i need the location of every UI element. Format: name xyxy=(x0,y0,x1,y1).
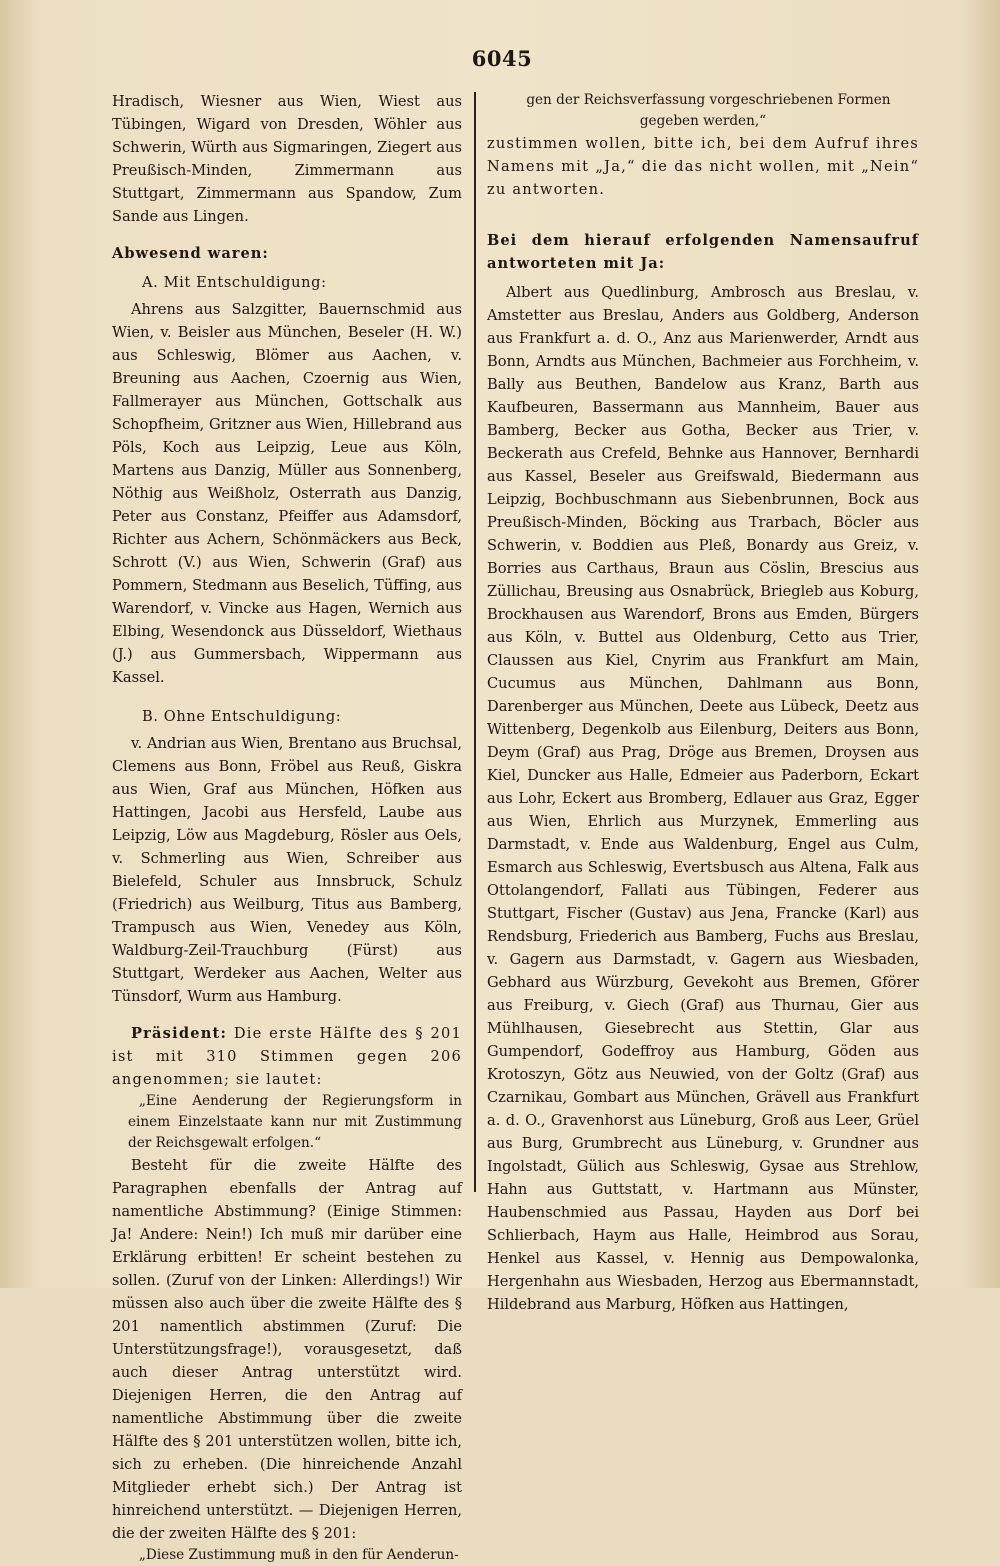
subheading-with-excuse: A. Mit Entschuldigung: xyxy=(142,274,327,291)
page-number: 6045 xyxy=(471,46,533,71)
absent-heading: Abwesend waren: xyxy=(112,245,269,262)
yes-voters-list: Albert aus Quedlinburg, Ambrosch aus Breslau, v. Amstetter aus Breslau, Anders aus Goldberg, Anderson aus Frankfurt a. d. O., Anz aus Marienwerder, Arndt aus Bonn, Arndts aus München, Bachmeier aus Forchheim, v. Bally aus Beuthen, Bandelow aus Kranz, Barth aus Kaufbeuren, Bassermann aus Mannheim, Bauer aus Bamberg, Becker aus Gotha, Becker aus Trier, v. Beckerath aus Crefeld, Behnke aus Hannover, Bernhardi aus Kassel, Beseler aus Greifswald, Biedermann aus Leipzig, Bochbuschmann aus Siebenbrunnen, Bock aus Preußisch-Minden, Böcking aus Trarbach, Böcler aus Schwerin, v. Boddien aus Pleß, Bonardy aus Greiz, v. Borries aus Carthaus, Braun aus Cöslin, Brescius aus Züllichau, Breusing aus Osnabrück, Briegleb aus Koburg, Brockhausen aus Warendorf, Brons aus Emden, Bürgers aus Köln, v. Buttel aus Oldenburg, Cetto aus Trier, Claussen aus Kiel, Cnyrim aus Frankfurt am Main, Cucumus aus München, Dahlmann aus Bonn, Darenberger aus München, Deete aus Lübeck, Deetz aus Wittenberg, Degenkolb aus Eilenburg, Deiters aus Bonn, Deym (Graf) aus Prag, Dröge aus Bremen, Droysen aus Kiel, Duncker aus Halle, Edmeier aus Paderborn, Eckart aus Lohr, Eckert aus Bromberg, Edlauer aus Graz, Egger aus Wien, Ehrlich aus Murzynek, Emmerling aus Darmstadt, v. Ende aus Waldenburg, Engel aus Culm, Esmarch aus Schleswig, Evertsbusch aus Altena, Falk aus Ottolangendorf, Fallati aus Tübingen, Federer aus Stuttgart, Fischer (Gustav) aus Jena, Francke (Karl) aus Rendsburg, Friederich aus Bamberg, Fuchs aus Breslau, v. Gagern aus Darmstadt, v. Gagern aus Wiesbaden, Gebhard aus Würzburg, Gevekoht aus Bremen, Gförer aus Freiburg, v. Giech (Graf) aus Thurnau, Gier aus Mühlhausen, Giesebrecht aus Stettin, Glar aus Gumpendorf, Godeffroy aus Hamburg, Göden aus Krotoszyn, Götz aus Neuwied, von der Goltz (Graf) aus Czarnikau, Gombart aus München, Grävell aus Frankfurt a. d. O., Gravenhorst aus Lüneburg, Groß aus Leer, Grüel aus Burg, Grumbrecht aus Lüneburg, v. Grundner aus Ingolstadt, Gülich aus Schleswig, Gysae aus Strehlow, Hahn aus Guttstatt, v. Hartmann aus Münster, Haubenschmied aus Passau, Hayden aus Dorf bei Schlierbach, Haym aus Halle, Heimbrod aus Sorau, Henkel aus Kassel, v. Hennig aus Dempowalonka, Hergenhahn aus Wiesbaden, Herzog aus Ebermannstadt, Hildebrand aus Marburg, Höfken aus Hattingen, xyxy=(487,284,919,1313)
left-column xyxy=(112,90,462,1566)
absent-unexcused-list: v. Andrian aus Wien, Brentano aus Bruchsal, Clemens aus Bonn, Fröbel aus Reuß, Giskra aus Wien, Graf aus München, Höfken aus Hattingen, Jacobi aus Hersfeld, Laube aus Leipzig, Löw aus Magdeburg, Rösler aus Oels, v. Schmerling aus Wien, Schreiber aus Bielefeld, Schuler aus Innsbruck, Schulz (Friedrich) aus Weilburg, Titus aus Bamberg, Trampusch aus Wien, Venedey aus Köln, Waldburg-Zeil-Trauchburg (Fürst) aus Stuttgart, Werdeker aus Aachen, Welter aus Tünsdorf, Wurm aus Hamburg. xyxy=(112,735,462,1005)
president-label: Präsident: xyxy=(130,1025,228,1042)
quote-second-half-start: „Diese Zustimmung muß in den für Aenderun- xyxy=(138,1547,459,1563)
vote-procedure-paragraph: Besteht für die zweite Hälfte des Paragraphen ebenfalls der Antrag auf namentliche Abstimmung? (Einige Stimmen: Ja! Andere: Nein!) Ich muß mir darüber eine Erklärung erbitten! Er scheint bestehen zu sollen. (Zuruf von der Linken: Allerdings!) Wir müssen also auch über die zweite Hälfte des § 201 namentlich abstimmen (Zuruf: Die Unterstützungsfrage!), vorausgesetzt, daß auch dieser Antrag unterstützt wird. Diejenigen Herren, die den Antrag auf namentliche Abstimmung über die zweite Hälfte des § 201 unterstützen wollen, bitte ich, sich zu erheben. (Die hinreichende Anzahl Mitglieder erhebt sich.) Der Antrag ist hinreichend unterstützt. — Diejenigen Herren, die der zweiten Hälfte des § 201: xyxy=(112,1157,462,1542)
left-continued-names: Hradisch, Wiesner aus Wien, Wiest aus Tübingen, Wigard von Dresden, Wöhler aus Schwerin, Würth aus Sigmaringen, Ziegert aus Preußisch-Minden, Zimmermann aus Stuttgart, Zimmermann aus Spandow, Zum Sande aus Lingen. xyxy=(112,93,462,225)
president-result: Die erste Hälfte des § 201 ist mit 310 Stimmen gegen 206 angenommen; sie lautet: xyxy=(112,1025,462,1088)
column-divider xyxy=(474,92,476,1192)
quote-second-half-end: gen der Reichsverfassung vorgeschriebenen Formen gegeben werden,“ xyxy=(526,92,891,129)
president-statement xyxy=(112,1022,462,1091)
roll-call-heading: Bei dem hierauf erfolgenden Namensaufruf antworteten mit Ja: xyxy=(487,232,919,272)
subheading-without-excuse: B. Ohne Entschuldigung: xyxy=(142,708,342,725)
right-column xyxy=(487,90,919,1316)
vote-instruction: zustimmen wollen, bitte ich, bei dem Aufruf ihres Namens mit „Ja,“ die das nicht wollen, mit „Nein“ zu antworten. xyxy=(487,135,919,198)
quote-first-half: „Eine Aenderung der Regierungsform in einem Einzelstaate kann nur mit Zustimmung der Reichsgewalt erfolgen.“ xyxy=(128,1093,462,1151)
absent-excused-list: Ahrens aus Salzgitter, Bauernschmid aus Wien, v. Beisler aus München, Beseler (H. W.) aus Schleswig, Blömer aus Aachen, v. Breuning aus Aachen, Czoernig aus Wien, Fallmerayer aus München, Gottschalk aus Schopfheim, Gritzner aus Wien, Hillebrand aus Pöls, Koch aus Leipzig, Leue aus Köln, Martens aus Danzig, Müller aus Sonnenberg, Nöthig aus Weißholz, Osterrath aus Danzig, Peter aus Constanz, Pfeiffer aus Adamsdorf, Richter aus Achern, Schönmäckers aus Beck, Schrott (V.) aus Wien, Schwerin (Graf) aus Pommern, Stedmann aus Beselich, Tüffing, aus Warendorf, v. Vincke aus Hagen, Wernich aus Elbing, Wesendonck aus Düsseldorf, Wiethaus (J.) aus Gummersbach, Wippermann aus Kassel. xyxy=(112,301,462,686)
